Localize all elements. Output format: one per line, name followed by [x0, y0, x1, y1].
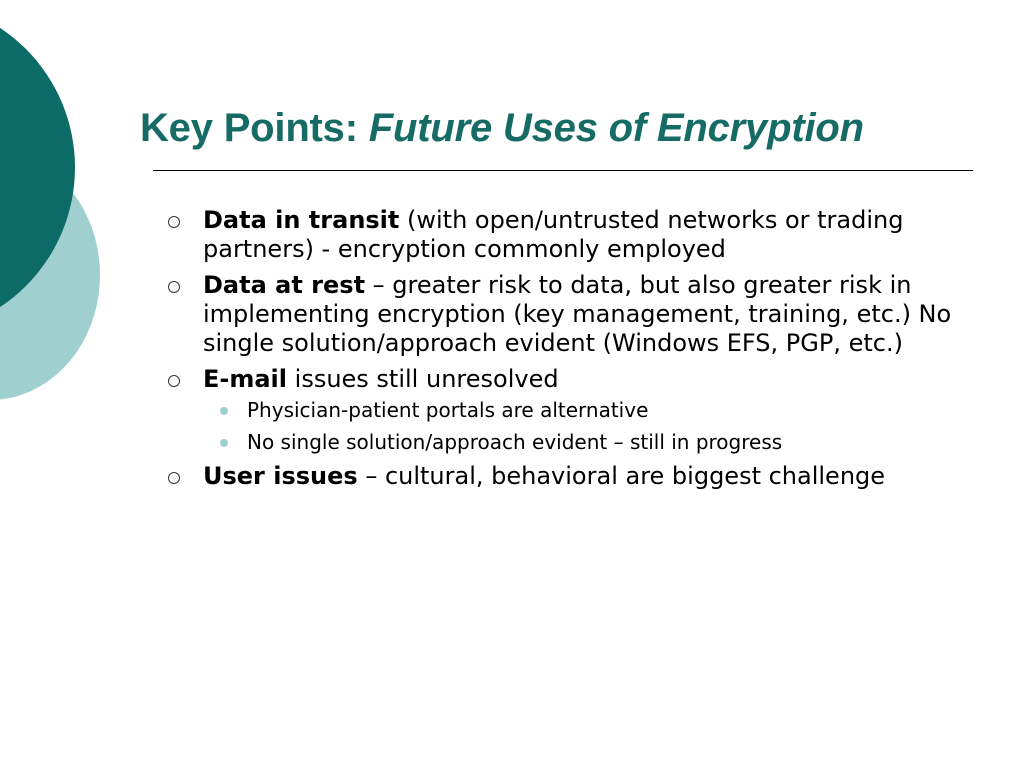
bullet-heading: E-mail [203, 365, 288, 393]
bullet-heading: User issues [203, 462, 358, 490]
bullet-list [160, 206, 980, 498]
bullet-text: – greater risk to data, but also greater risk in implementing encryption (key management, training, etc.) No single solution/approach evident (Windows EFS, PGP, etc.) [203, 271, 952, 357]
bullet-text: (with open/untrusted networks or trading partners) - encryption commonly employed [203, 206, 904, 263]
bullet-item-data-in-transit [160, 206, 980, 264]
bullet-heading: Data in transit [203, 206, 400, 234]
bullet-text: – cultural, behavioral are biggest challenge [357, 462, 886, 490]
sub-bullet-item [203, 430, 980, 454]
hollow-circle-bullet-icon [168, 375, 180, 387]
sub-bullet-list [203, 398, 980, 454]
bullet-item-user-issues [160, 462, 980, 491]
sub-bullet-item [203, 398, 980, 422]
bullet-item-email [160, 365, 980, 454]
bullet-item-data-at-rest [160, 271, 980, 358]
bullet-text: issues still unresolved [287, 365, 559, 393]
hollow-circle-bullet-icon [168, 281, 180, 293]
title-italic: Future Uses of Encryption [368, 106, 864, 150]
sub-bullet-text: Physician-patient portals are alternative [247, 398, 649, 422]
sub-bullet-text: No single solution/approach evident – still in progress [247, 430, 783, 454]
title-prefix: Key Points: [140, 106, 369, 150]
slide-title [140, 106, 864, 151]
filled-dot-bullet-icon [220, 439, 228, 447]
hollow-circle-bullet-icon [168, 216, 180, 228]
filled-dot-bullet-icon [220, 407, 228, 415]
hollow-circle-bullet-icon [168, 472, 180, 484]
title-divider [153, 170, 973, 171]
bullet-heading: Data at rest [203, 271, 366, 299]
